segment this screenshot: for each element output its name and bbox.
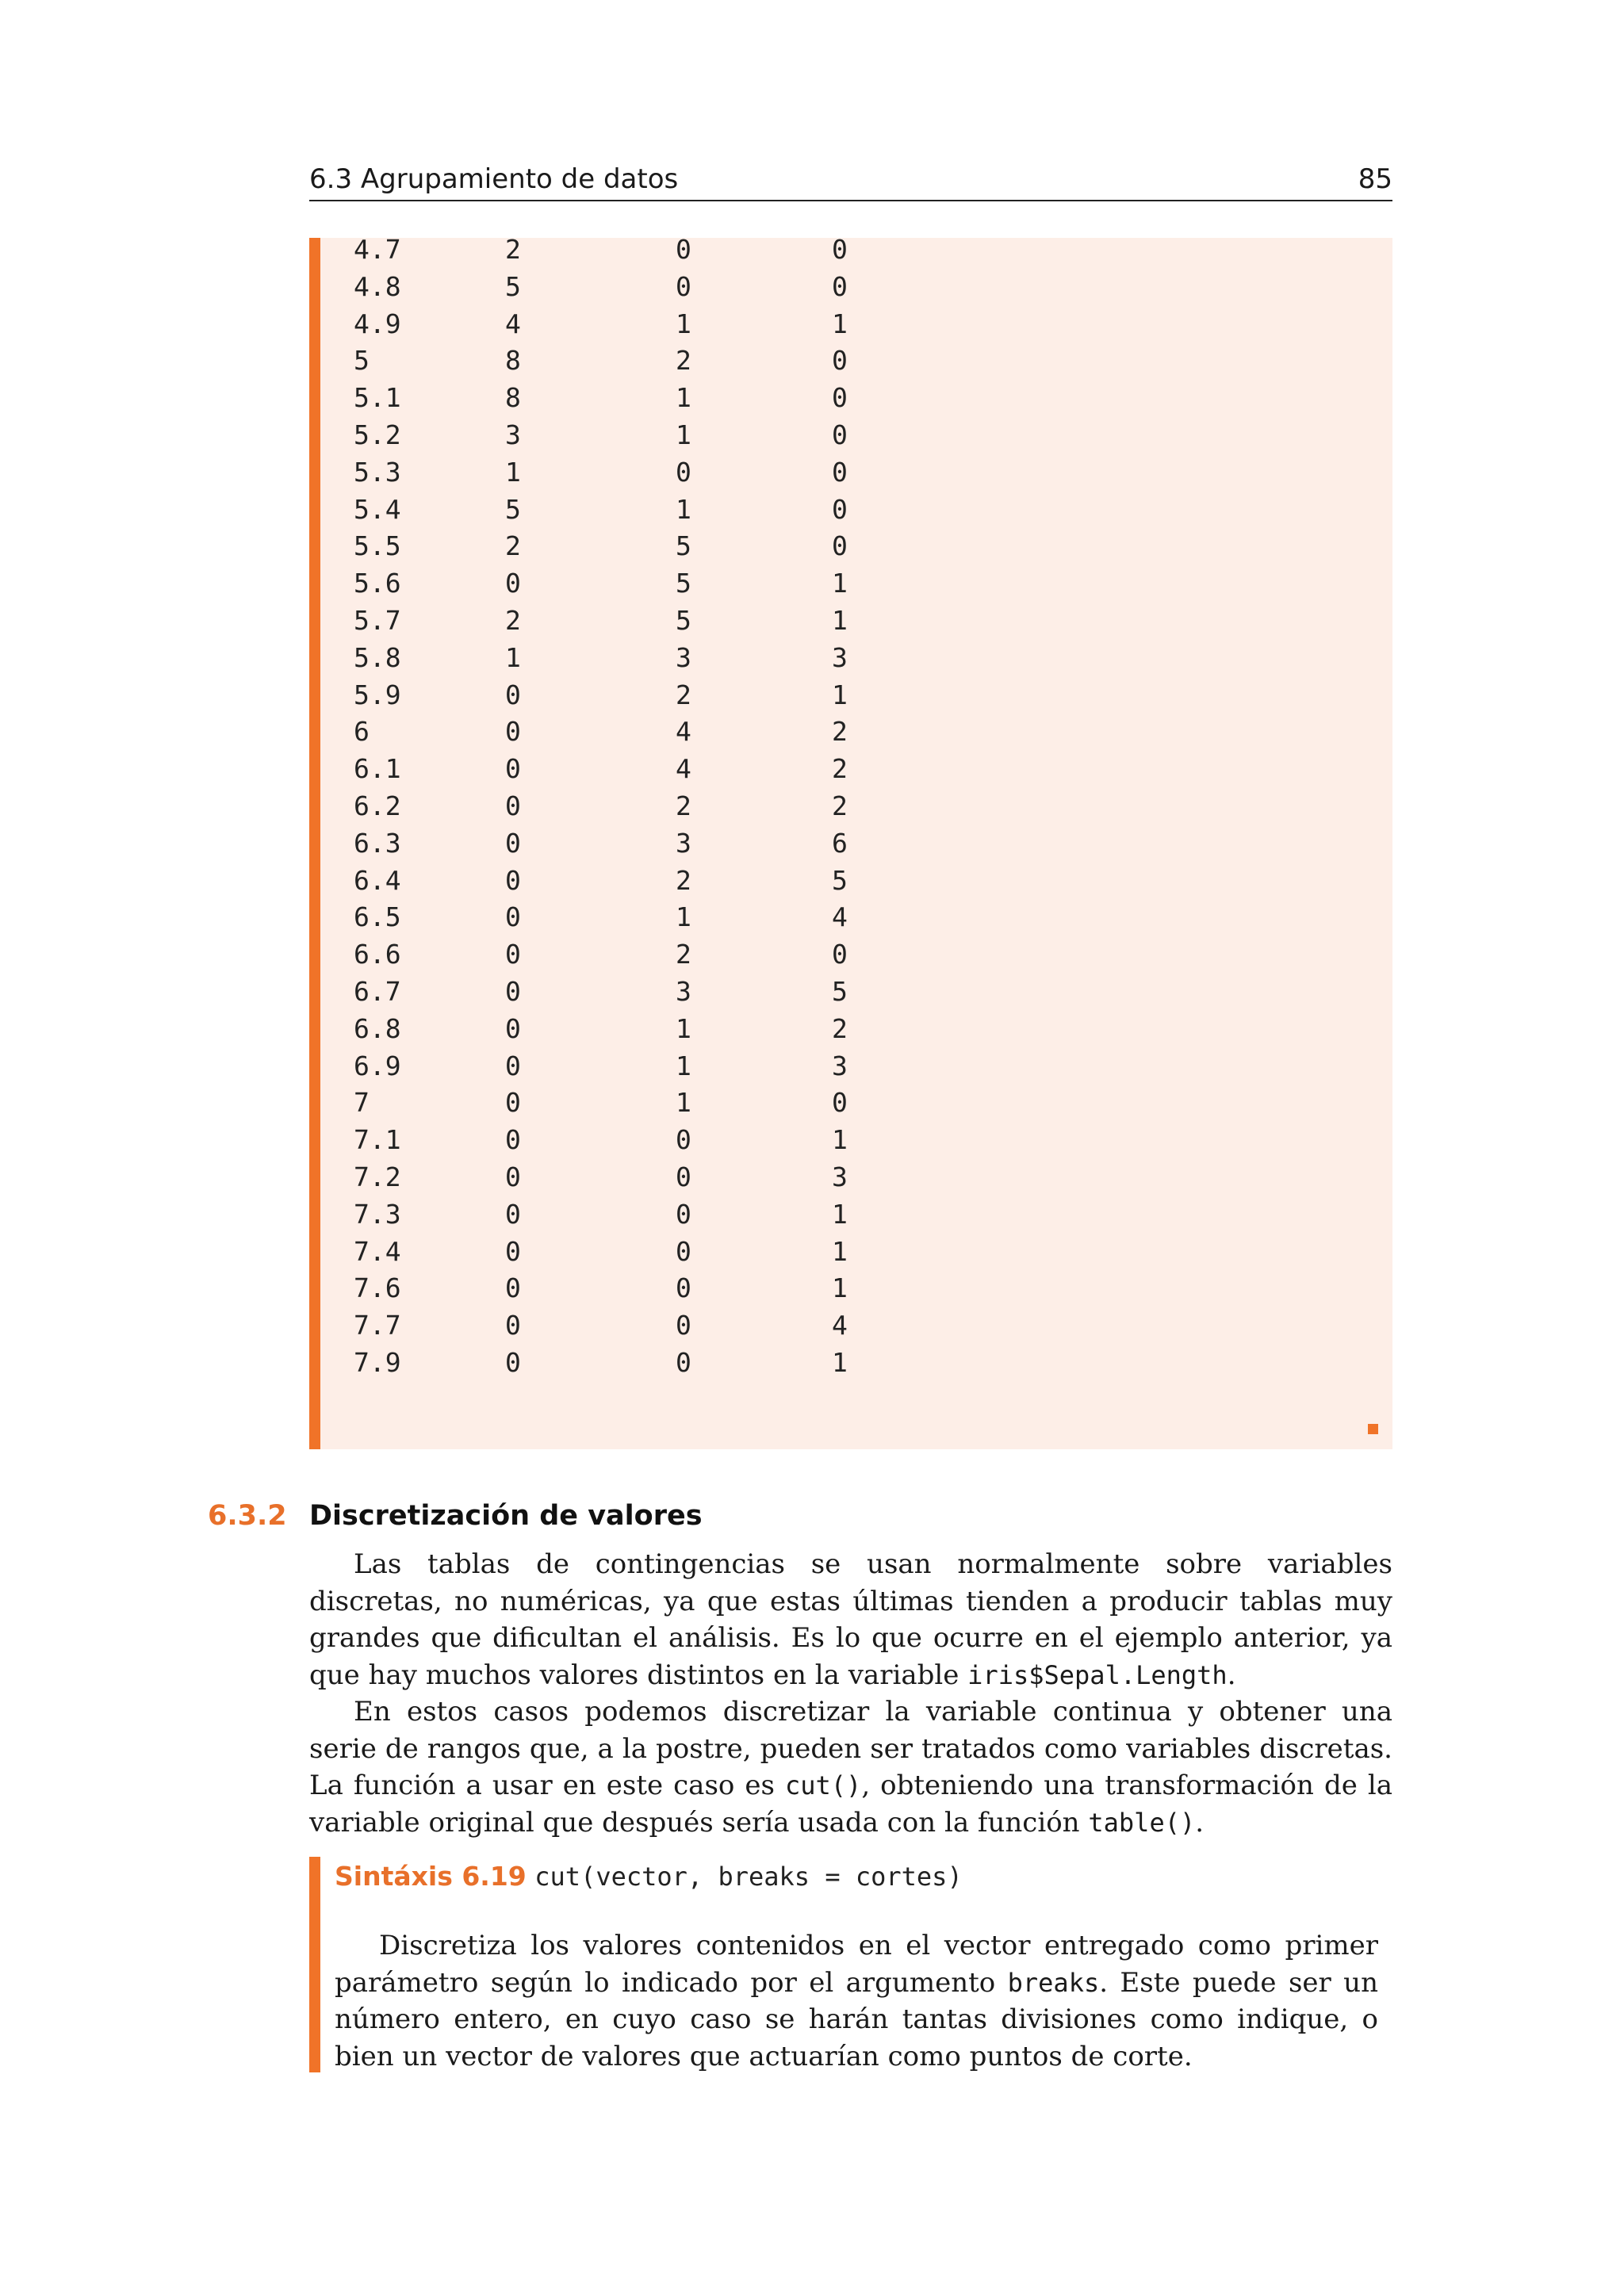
code-output-row	[0, 863, 1624, 899]
code-output-cell: 1	[832, 1198, 848, 1230]
code-output-cell: 1	[505, 456, 521, 488]
syntax-description	[335, 1927, 1378, 2075]
code-output-cell: 5.5	[354, 530, 401, 562]
code-output-cell: 0	[676, 1198, 691, 1230]
code-output-cell: 0	[676, 1124, 691, 1156]
code-output-cell: 0	[832, 939, 848, 970]
code-output-row	[0, 640, 1624, 676]
code-output-cell: 0	[676, 1272, 691, 1304]
code-output-cell: 0	[505, 1310, 521, 1341]
code-output-cell: 2	[676, 864, 691, 896]
code-output-cell: 7.6	[354, 1272, 401, 1304]
code-output-cell: 1	[832, 605, 848, 636]
code-output-cell: 0	[505, 1235, 521, 1267]
code-output-cell: 0	[676, 234, 691, 265]
code-output-cell: 2	[505, 605, 521, 636]
code-output-cell: 4	[676, 716, 691, 748]
code-output-cell: 0	[505, 1087, 521, 1119]
code-output-cell: 2	[832, 1012, 848, 1044]
syntax-description-text: Discretiza los valores contenidos en el vector entregado como primer parámetro según lo indicado por el argumento	[335, 1930, 1378, 1999]
code-output-cell: 0	[505, 1198, 521, 1230]
code-output-row	[0, 936, 1624, 973]
code-output-cell: 4.7	[354, 234, 401, 265]
code-output-cell: 6.7	[354, 976, 401, 1007]
code-output-row	[0, 1307, 1624, 1344]
code-output-cell: 6.3	[354, 827, 401, 859]
code-output-cell: 2	[832, 790, 848, 821]
paragraph-end: .	[1195, 1806, 1205, 1839]
code-output-cell: 2	[505, 234, 521, 265]
code-output-cell: 5.7	[354, 605, 401, 636]
code-output-row	[0, 974, 1624, 1010]
code-output-cell: 0	[832, 234, 848, 265]
code-output-row	[0, 492, 1624, 528]
code-output-row	[0, 1196, 1624, 1233]
code-output-cell: 7.1	[354, 1124, 401, 1156]
code-output-row	[0, 454, 1624, 491]
code-output-row	[0, 565, 1624, 602]
code-output-cell: 0	[505, 1272, 521, 1304]
code-output-cell: 1	[676, 1012, 691, 1044]
code-output-cell: 1	[676, 1087, 691, 1119]
code-output-cell: 5	[832, 976, 848, 1007]
code-output-cell: 3	[676, 827, 691, 859]
syntax-signature: cut(vector, breaks = cortes)	[534, 1862, 963, 1892]
code-output-cell: 8	[505, 382, 521, 414]
example-end-marker	[1368, 1424, 1378, 1434]
code-output-cell: 1	[676, 308, 691, 339]
code-output-cell: 0	[505, 679, 521, 710]
code-output-cell: 0	[505, 1161, 521, 1192]
code-output-cell: 2	[832, 753, 848, 785]
code-output-cell: 5	[676, 568, 691, 599]
code-output-cell: 5.6	[354, 568, 401, 599]
running-header	[309, 159, 1392, 201]
inline-code-variable: iris$Sepal.Length	[967, 1659, 1228, 1690]
code-output-row	[0, 751, 1624, 787]
code-output-cell: 0	[505, 1050, 521, 1081]
section-number: 6.3.2	[208, 1500, 287, 1532]
code-output-cell: 2	[676, 939, 691, 970]
code-output-cell: 3	[676, 641, 691, 673]
code-output-cell: 0	[505, 568, 521, 599]
code-output-cell: 1	[832, 308, 848, 339]
code-output-cell: 7.7	[354, 1310, 401, 1341]
section-title: Discretización de valores	[309, 1500, 703, 1532]
code-output-cell: 0	[505, 1347, 521, 1378]
code-output-cell: 7.3	[354, 1198, 401, 1230]
code-output-cell: 4	[832, 901, 848, 933]
code-output-cell: 3	[676, 976, 691, 1007]
code-output-cell: 6	[354, 716, 370, 748]
code-output-cell: 1	[676, 493, 691, 525]
code-output-row	[0, 1234, 1624, 1270]
code-output-cell: 1	[832, 1124, 848, 1156]
code-output-cell: 1	[832, 679, 848, 710]
code-output-cell: 7.9	[354, 1347, 401, 1378]
code-output-cell: 6.1	[354, 753, 401, 785]
code-output-cell: 5	[676, 530, 691, 562]
code-output-cell: 0	[676, 1347, 691, 1378]
code-output-cell: 0	[832, 493, 848, 525]
code-output-cell: 6.8	[354, 1012, 401, 1044]
code-output-cell: 5	[505, 493, 521, 525]
code-output-cell: 6	[832, 827, 848, 859]
code-output-cell: 6.4	[354, 864, 401, 896]
code-output-cell: 8	[505, 345, 521, 377]
code-output-row	[0, 1159, 1624, 1196]
syntax-label: Sintáxis 6.19	[335, 1861, 527, 1892]
code-output-cell: 3	[832, 1161, 848, 1192]
code-output-cell: 3	[505, 419, 521, 450]
code-output-cell: 0	[832, 419, 848, 450]
code-output-cell: 0	[832, 382, 848, 414]
code-output-row	[0, 342, 1624, 379]
code-output-cell: 1	[832, 1347, 848, 1378]
code-output-cell: 1	[676, 382, 691, 414]
code-output-cell: 5	[505, 270, 521, 302]
code-output-cell: 2	[832, 716, 848, 748]
code-output-cell: 0	[505, 716, 521, 748]
code-output-cell: 6.6	[354, 939, 401, 970]
paragraph-contingency-tables	[309, 1546, 1392, 1693]
code-output-cell: 5.1	[354, 382, 401, 414]
code-output-cell: 4	[676, 753, 691, 785]
code-output-cell: 0	[676, 1235, 691, 1267]
syntax-description-text: . Este puede ser un número entero, en cuyo caso se harán tantas divisiones como indique, o bien un vector de valores que actuarían como puntos de corte.	[335, 1966, 1378, 2072]
code-output-cell: 4.8	[354, 270, 401, 302]
code-output-cell: 0	[505, 827, 521, 859]
paragraph-text: En estos casos podemos discretizar la variable continua y obtener una serie de rangos que, a la postre, pueden ser tratados como variables discretas. La función a usar en este caso es	[309, 1696, 1392, 1801]
code-output-cell: 0	[505, 976, 521, 1007]
code-output-row	[0, 1270, 1624, 1307]
code-output-cell: 0	[676, 456, 691, 488]
code-output-cell: 2	[676, 790, 691, 821]
code-output-cell: 0	[832, 345, 848, 377]
code-output-cell: 0	[505, 753, 521, 785]
code-output-row	[0, 1085, 1624, 1121]
code-output-cell: 3	[832, 641, 848, 673]
code-output-cell: 4	[505, 308, 521, 339]
code-output-row	[0, 380, 1624, 416]
code-output-cell: 0	[676, 1161, 691, 1192]
code-output-cell: 0	[505, 939, 521, 970]
code-output-cell: 0	[832, 1087, 848, 1119]
code-output-cell: 5	[676, 605, 691, 636]
code-output-cell: 4	[832, 1310, 848, 1341]
code-output-row	[0, 1345, 1624, 1381]
code-output-row	[0, 1122, 1624, 1158]
syntax-heading	[335, 1858, 963, 1895]
code-output-row	[0, 603, 1624, 639]
code-output-cell: 1	[832, 1272, 848, 1304]
code-output-cell: 5.4	[354, 493, 401, 525]
code-output-cell: 5.3	[354, 456, 401, 488]
code-output-cell: 1	[832, 568, 848, 599]
code-output-cell: 5.2	[354, 419, 401, 450]
code-output-row	[0, 232, 1624, 268]
code-output-cell: 1	[832, 1235, 848, 1267]
code-output-cell: 1	[676, 1050, 691, 1081]
code-output-row	[0, 306, 1624, 342]
code-output-row	[0, 1048, 1624, 1085]
code-output-cell: 2	[505, 530, 521, 562]
code-output-cell: 0	[505, 864, 521, 896]
code-output-cell: 0	[505, 1012, 521, 1044]
code-output-row	[0, 1011, 1624, 1047]
code-output-cell: 7.2	[354, 1161, 401, 1192]
code-output-cell: 2	[676, 345, 691, 377]
code-output-cell: 6.9	[354, 1050, 401, 1081]
code-output-cell: 4.9	[354, 308, 401, 339]
code-output-row	[0, 528, 1624, 564]
code-output-cell: 0	[505, 1124, 521, 1156]
code-output-cell: 0	[505, 790, 521, 821]
code-output-cell: 6.5	[354, 901, 401, 933]
code-output-row	[0, 417, 1624, 453]
code-output-row	[0, 788, 1624, 825]
code-output-cell: 1	[676, 901, 691, 933]
paragraph-end: .	[1227, 1659, 1236, 1691]
running-header-title: 6.3 Agrupamiento de datos	[309, 163, 679, 195]
code-output-row	[0, 269, 1624, 305]
code-output-cell: 1	[505, 641, 521, 673]
code-output-cell: 5.8	[354, 641, 401, 673]
code-output-cell: 2	[676, 679, 691, 710]
code-output-cell: 3	[832, 1050, 848, 1081]
inline-code-cut: cut()	[784, 1770, 862, 1800]
code-output-cell: 0	[832, 530, 848, 562]
code-output-cell: 5	[354, 345, 370, 377]
code-output-cell: 6.2	[354, 790, 401, 821]
code-output-cell: 0	[832, 456, 848, 488]
code-output-cell: 5.9	[354, 679, 401, 710]
code-output-row	[0, 899, 1624, 936]
code-output-cell: 0	[832, 270, 848, 302]
code-output-cell: 0	[676, 270, 691, 302]
code-output-row	[0, 714, 1624, 750]
paragraph-text: , obteniendo una transformación de la variable original que después sería usada con la función	[309, 1770, 1392, 1839]
code-output-row	[0, 677, 1624, 714]
inline-code-breaks: breaks	[1007, 1967, 1100, 1998]
paragraph-text: Las tablas de contingencias se usan normalmente sobre variables discretas, no numéricas, ya que estas últimas tienden a producir tablas muy grandes que dificultan el análisis. Es lo que ocurre en el ejemplo anterior, ya que hay muchos valores distintos en la variable	[309, 1548, 1392, 1691]
code-output-cell: 7	[354, 1087, 370, 1119]
code-output-cell: 0	[676, 1310, 691, 1341]
code-output-row	[0, 825, 1624, 862]
inline-code-table: table()	[1088, 1807, 1196, 1838]
paragraph-discretize	[309, 1693, 1392, 1841]
code-output-cell: 5	[832, 864, 848, 896]
code-output-cell: 7.4	[354, 1235, 401, 1267]
page-number: 85	[1358, 163, 1392, 195]
code-output-cell: 0	[505, 901, 521, 933]
code-output-cell: 1	[676, 419, 691, 450]
